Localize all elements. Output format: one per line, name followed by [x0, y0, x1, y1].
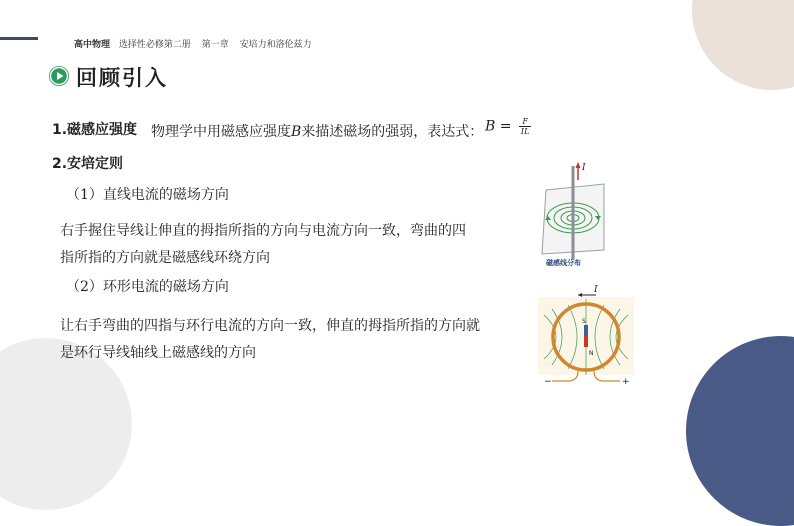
decor-circle-bottom-right — [686, 336, 794, 526]
header-book: 选择性必修第二册 — [118, 40, 191, 50]
page-header — [74, 37, 320, 50]
fig2-current-label: I — [594, 285, 598, 295]
fig2-minus-label: − — [544, 377, 552, 387]
header-accent-bar — [0, 37, 38, 40]
para1-text: 右手握住导线让伸直的拇指所指的方向与电流方向一致，弯曲的四指所指的方向就是磁感线环绕方向 — [60, 223, 466, 266]
play-circle-icon — [49, 66, 69, 86]
formula-numerator: F — [519, 117, 531, 127]
sub2-heading: （2）环形电流的磁场方向 — [66, 279, 229, 295]
fig1-current-label: I — [582, 163, 586, 173]
formula — [485, 117, 531, 136]
circular-loop-field-figure — [538, 285, 634, 389]
fig2-plus-label: + — [622, 377, 630, 387]
decor-circle-top-right — [692, 0, 794, 90]
section-title: 回顾引入 — [76, 66, 168, 90]
straight-wire-field-figure — [536, 158, 604, 270]
fig2-south-label: S — [582, 318, 586, 325]
fig2-north-label: N — [589, 350, 594, 357]
sub1-heading: （1）直线电流的磁场方向 — [66, 187, 229, 203]
para2-text: 让右手弯曲的四指与环行电流的方向一致，伸直的拇指所指的方向就是环行导线轴线上磁感线的方向 — [60, 318, 480, 361]
item1-label: 1.磁感应强度 — [52, 122, 138, 138]
item1-text: 物理学中用磁感应强度𝐵来描述磁场的强弱，表达式： — [151, 124, 484, 140]
header-chapter: 第一章 — [201, 40, 229, 50]
formula-lhs: B = — [485, 118, 512, 135]
fig1-caption: 磁感线分布 — [546, 259, 581, 267]
formula-fraction — [519, 117, 531, 136]
formula-denominator: IL — [520, 127, 530, 136]
item2-label: 2.安培定则 — [52, 156, 124, 172]
header-subject: 高中物理 — [74, 40, 111, 50]
header-chapter-title: 安培力和洛伦兹力 — [239, 40, 312, 50]
